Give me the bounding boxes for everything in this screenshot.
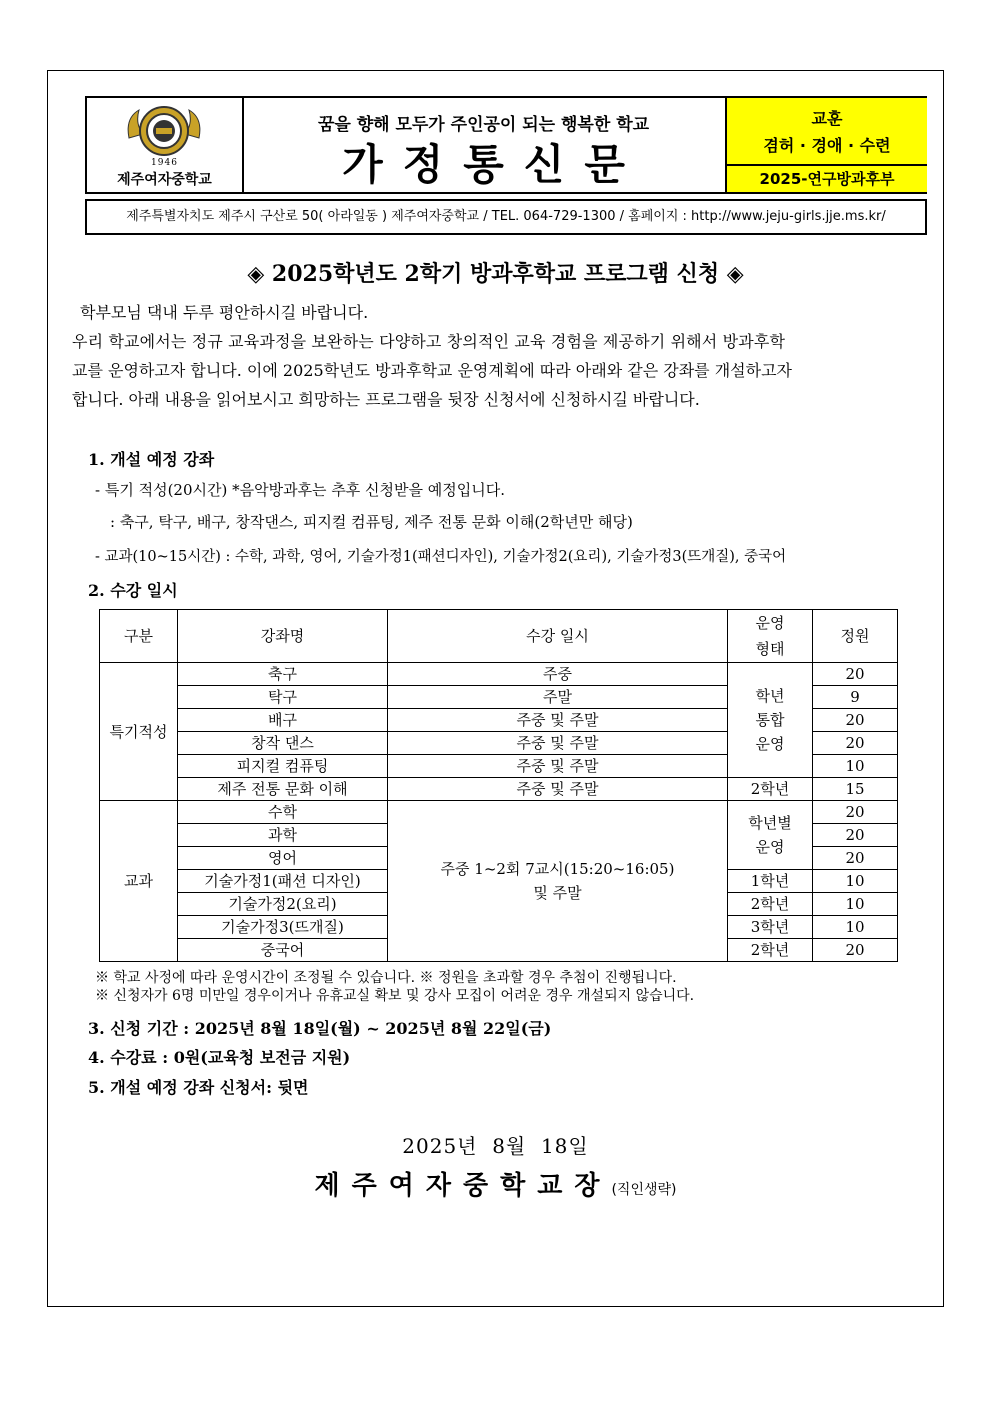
table-row [100, 778, 898, 801]
course-time: 주말 [388, 686, 728, 709]
note-1: ※ 학교 사정에 따라 운영시간이 조정될 수 있습니다. ※ 정원을 초과할 경우 추첨이 진행됩니다. [95, 970, 677, 986]
course-name: 기술가정1(패션 디자인) [178, 870, 388, 893]
principal-name: 제주여자중학교장 [314, 1171, 612, 1201]
course-name: 배구 [178, 709, 388, 732]
motto-text: 겸허 · 경애 · 수련 [763, 136, 891, 155]
motto-divider [727, 164, 927, 166]
document-title: ◈ 2025학년도 2학기 방과후학교 프로그램 신청 ◈ [247, 261, 744, 287]
header-operation: 운영 형태 [728, 610, 813, 663]
note-2: ※ 신청자가 6명 미만일 경우이거나 유휴교실 확보 및 강사 모집이 어려운 경우 개설되지 않습니다. [95, 988, 695, 1004]
address-text: 제주특별자치도 제주시 구산로 50( 아라일동 ) 제주여자중학교 / TEL. 064-729-1300 / 홈페이지 : [126, 209, 692, 224]
school-slogan: 꿈을 향해 모두가 주인공이 되는 행복한 학교 [317, 115, 650, 135]
course-name: 영어 [178, 847, 388, 870]
operation-type: 3학년 [728, 916, 813, 939]
issue-date: 2025년 8월 18일 [402, 1134, 589, 1158]
operation-type: 학년 통합 운영 [728, 663, 813, 778]
subject-schedule: 주중 1~2회 7교시(15:20~16:05) 및 주말 [388, 801, 728, 962]
section-4-heading: 4. 수강료 : 0원(교육청 보전금 지원) [88, 1048, 351, 1067]
logo-school-name: 제주여자중학교 [117, 172, 212, 188]
address-bar [85, 199, 927, 235]
homepage-link[interactable]: http://www.jeju-girls.jje.ms.kr/ [691, 209, 886, 224]
course-name: 기술가정2(요리) [178, 893, 388, 916]
motto-label: 교훈 [811, 109, 843, 128]
section-1-item-special: - 특기 적성(20시간) *음악방과후는 추후 신청받을 예정입니다. [95, 481, 506, 499]
course-name: 수학 [178, 801, 388, 824]
course-capacity: 10 [813, 916, 898, 939]
operation-type: 학년별 운영 [728, 801, 813, 870]
table-header-row [100, 610, 898, 663]
newsletter-title: 가정통신문 [342, 140, 645, 189]
course-name: 기술가정3(뜨개질) [178, 916, 388, 939]
table-row [100, 663, 898, 686]
section-3-heading: 3. 신청 기간 : 2025년 8월 18일(월) ~ 2025년 8월 22일(금) [88, 1019, 552, 1038]
header-category: 구분 [100, 610, 178, 663]
course-name: 제주 전통 문화 이해 [178, 778, 388, 801]
course-name: 피지컬 컴퓨팅 [178, 755, 388, 778]
section-1-item-special-list: : 축구, 탁구, 배구, 창작댄스, 피지컬 컴퓨팅, 제주 전통 문화 이해(2학년만 해당) [110, 513, 633, 531]
course-capacity: 20 [813, 847, 898, 870]
course-time: 주중 및 주말 [388, 709, 728, 732]
header-course: 강좌명 [178, 610, 388, 663]
school-emblem-icon [123, 104, 205, 160]
course-capacity: 10 [813, 870, 898, 893]
course-capacity: 20 [813, 709, 898, 732]
newsletter-header [85, 96, 927, 194]
course-capacity: 15 [813, 778, 898, 801]
course-capacity: 20 [813, 824, 898, 847]
course-capacity: 20 [813, 732, 898, 755]
section-2-heading: 2. 수강 일시 [88, 581, 178, 600]
operation-type: 1학년 [728, 870, 813, 893]
principal-signature [47, 1165, 944, 1202]
course-name: 탁구 [178, 686, 388, 709]
section-1-item-subject: - 교과(10~15시간) : 수학, 과학, 영어, 기술가정1(패션디자인), 기술가정2(요리), 기술가정3(뜨개질), 중국어 [95, 549, 787, 565]
school-logo [87, 98, 244, 192]
course-name: 과학 [178, 824, 388, 847]
group-subject: 교과 [100, 801, 178, 962]
group-special: 특기적성 [100, 663, 178, 801]
course-capacity: 9 [813, 686, 898, 709]
table-row [100, 801, 898, 824]
seal-omitted-note: (직인생략) [611, 1182, 677, 1198]
motto-box [725, 98, 927, 192]
header-schedule: 수강 일시 [388, 610, 728, 663]
section-1-heading: 1. 개설 예정 강좌 [88, 450, 215, 469]
course-capacity: 10 [813, 755, 898, 778]
course-capacity: 20 [813, 801, 898, 824]
intro-line-2: 교를 운영하고자 합니다. 이에 2025학년도 방과후학교 운영계획에 따라 아래와 같은 강좌를 개설하고자 [72, 361, 792, 380]
course-name: 창작 댄스 [178, 732, 388, 755]
intro-line-3: 합니다. 아래 내용을 읽어보시고 희망하는 프로그램을 뒷장 신청서에 신청하시길 바랍니다. [72, 390, 700, 409]
logo-year: 1946 [151, 158, 178, 168]
schedule-table [99, 609, 898, 962]
course-time: 주중 및 주말 [388, 755, 728, 778]
course-time: 주중 및 주말 [388, 778, 728, 801]
intro-line-1: 우리 학교에서는 정규 교육과정을 보완하는 다양하고 창의적인 교육 경험을 제공하기 위해서 방과후학 [72, 332, 786, 351]
operation-type: 2학년 [728, 778, 813, 801]
course-name: 중국어 [178, 939, 388, 962]
course-capacity: 20 [813, 939, 898, 962]
course-time: 주중 및 주말 [388, 732, 728, 755]
course-capacity: 20 [813, 663, 898, 686]
section-5-heading: 5. 개설 예정 강좌 신청서: 뒷면 [88, 1078, 309, 1097]
intro-greeting: 학부모님 댁내 두루 평안하시길 바랍니다. [80, 303, 369, 322]
operation-type: 2학년 [728, 893, 813, 916]
course-time: 주중 [388, 663, 728, 686]
header-capacity: 정원 [813, 610, 898, 663]
course-capacity: 10 [813, 893, 898, 916]
course-name: 축구 [178, 663, 388, 686]
department-code: 2025-연구방과후부 [759, 170, 895, 188]
operation-type: 2학년 [728, 939, 813, 962]
